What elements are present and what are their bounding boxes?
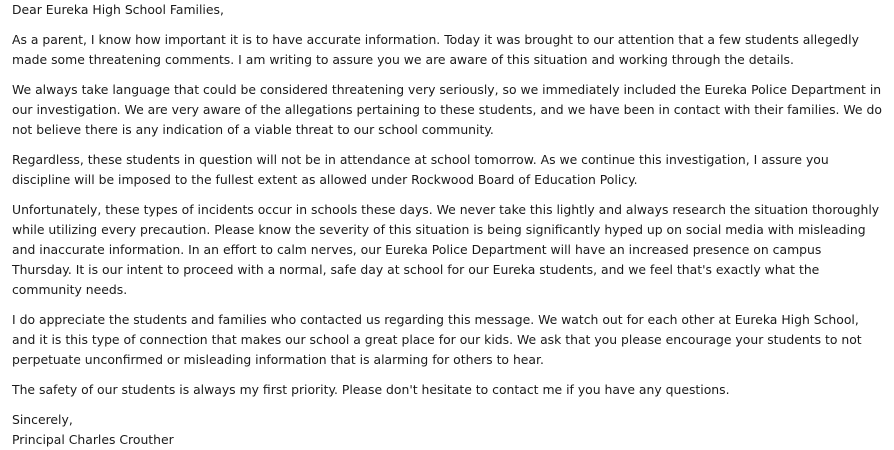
letter-closing: Sincerely,: [12, 412, 73, 427]
paragraph-appreciation: I do appreciate the students and families who contacted us regarding this message. We watch out for each other at Eureka High School, and it is this type of connection that makes our school a great place for our kids. We ask that you please encourage your students to not perpetuate unconfirmed or misleading information that is alarming for others to hear.: [12, 312, 862, 367]
paragraph-attendance-discipline: Regardless, these students in question will not be in attendance at school tomorrow. As we continue this investigation, I assure you discipline will be imposed to the fullest extent as allowed under Rockwood Board of Education Policy.: [12, 152, 829, 187]
paragraph-police-involvement: We always take language that could be considered threatening very seriously, so we immediately included the Eureka Police Department in our investigation. We are very aware of the allegations pertaining to these students, and we have been in contact with their families. We do not believe there is any indication of a viable threat to our school community.: [12, 82, 882, 137]
paragraph-accurate-information: As a parent, I know how important it is to have accurate information. Today it was brought to our attention that a few students allegedly made some threatening comments. I am writing to assure you we are aware of this situation and working through the details.: [12, 32, 859, 67]
letter-signature: Principal Charles Crouther: [12, 432, 174, 447]
paragraph-safety-priority: The safety of our students is always my first priority. Please don't hesitate to contact me if you have any questions.: [12, 382, 730, 397]
letter-greeting: Dear Eureka High School Families,: [12, 2, 224, 17]
paragraph-social-media-precaution: Unfortunately, these types of incidents occur in schools these days. We never take this lightly and always research the situation thoroughly while utilizing every precaution. Please know the severity of this situation is being significantly hyped up on social media with misleading and inaccurate information. In an effort to calm nerves, our Eureka Police Department will have an increased presence on campus Thursday. It is our intent to proceed with a normal, safe day at school for our Eureka students, and we feel that's exactly what the community needs.: [12, 202, 880, 297]
